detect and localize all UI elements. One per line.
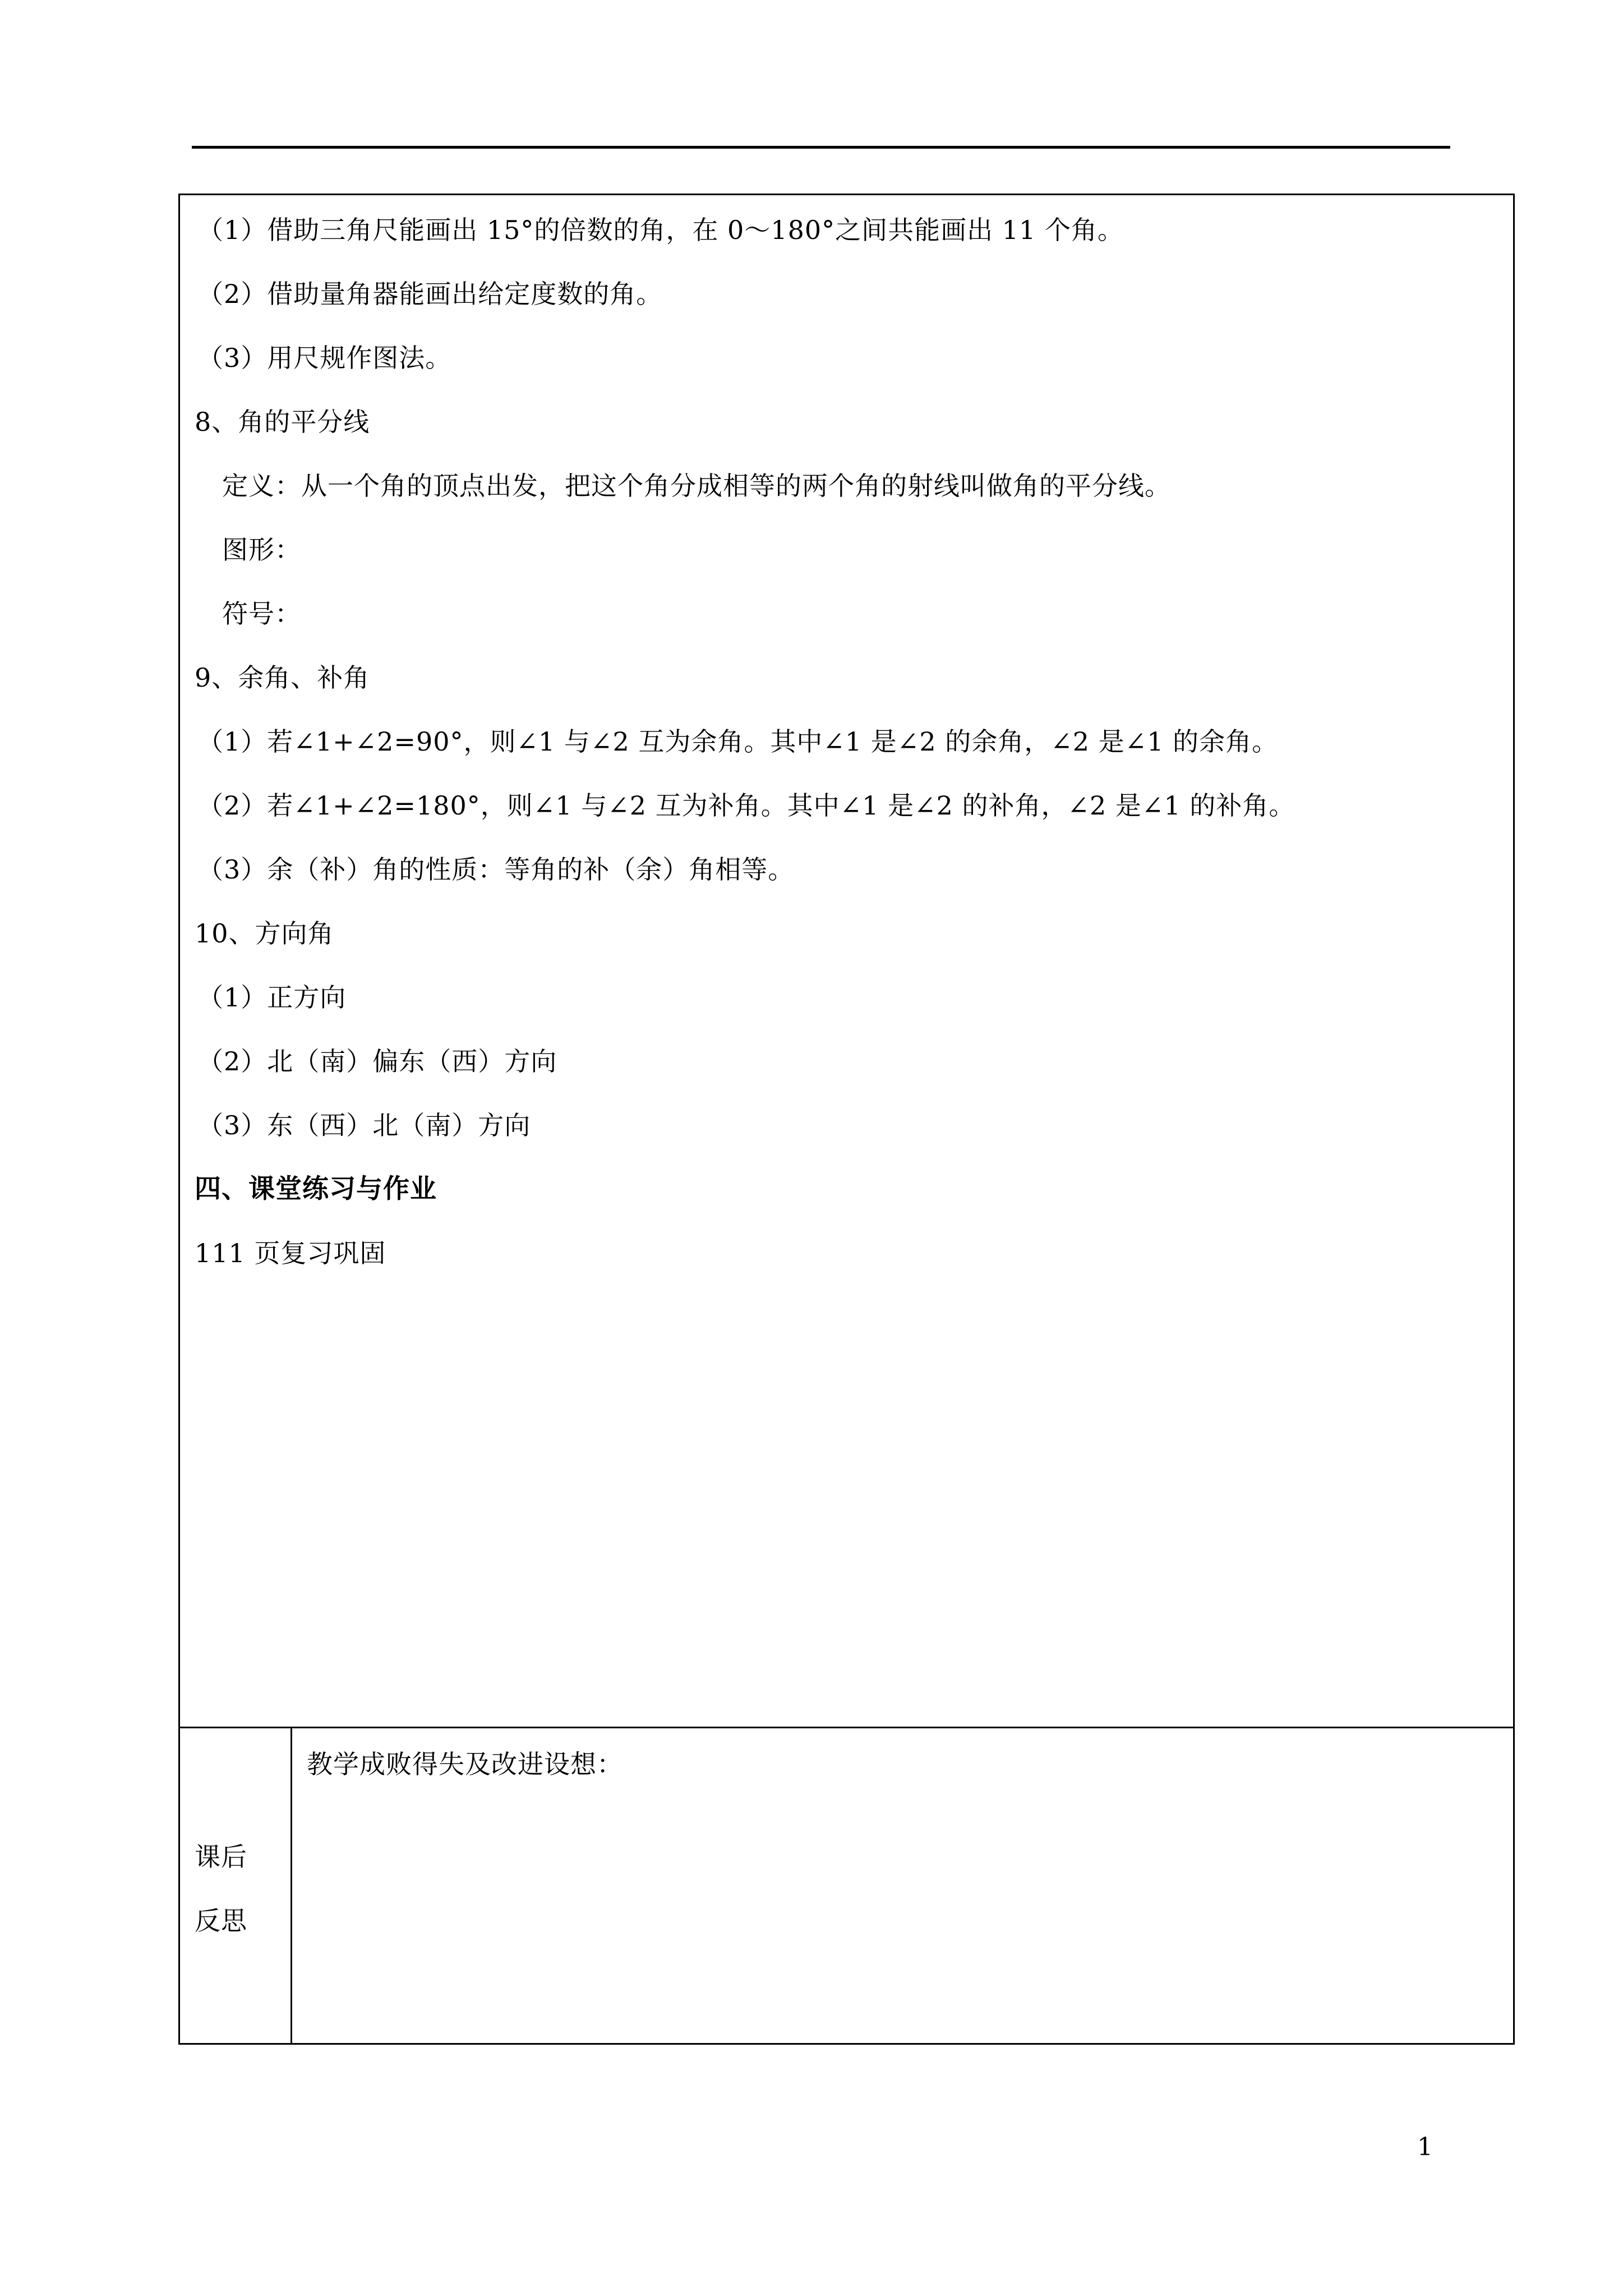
reflection-label-line2: 反思 bbox=[195, 1906, 247, 1936]
bisector-symbol-label: 符号： bbox=[222, 599, 301, 629]
heading-direction-angle: 10、方向角 bbox=[195, 918, 334, 949]
header-rule bbox=[192, 146, 1450, 149]
reflection-label-line1: 课后 bbox=[195, 1842, 247, 1872]
heading-angle-bisector: 8、角的平分线 bbox=[195, 407, 370, 437]
reflection-prompt: 教学成败得失及改进设想： bbox=[307, 1749, 623, 1779]
bisector-definition: 定义：从一个角的顶点出发，把这个角分成相等的两个角的射线叫做角的平分线。 bbox=[222, 471, 1171, 501]
direction-item-2: （2）北（南）偏东（西）方向 bbox=[197, 1046, 557, 1076]
item-draw-with-set-square: （1）借助三角尺能画出 15°的倍数的角，在 0～180°之间共能画出 11 个角。 bbox=[197, 215, 1124, 245]
heading-classwork-homework: 四、课堂练习与作业 bbox=[195, 1174, 437, 1204]
homework-page-reference: 111 页复习巩固 bbox=[195, 1238, 386, 1268]
supplementary-definition: （2）若∠1+∠2=180°，则∠1 与∠2 互为补角。其中∠1 是∠2 的补角，∠2 是∠1 的补角。 bbox=[197, 790, 1295, 821]
heading-complementary-supplementary: 9、余角、补角 bbox=[195, 662, 370, 693]
table-row-divider bbox=[178, 1727, 1515, 1728]
direction-item-1: （1）正方向 bbox=[197, 982, 347, 1013]
item-compass-construction: （3）用尺规作图法。 bbox=[197, 343, 452, 373]
bisector-figure-label: 图形： bbox=[222, 535, 301, 565]
table-column-divider bbox=[291, 1727, 292, 2045]
item-draw-with-protractor: （2）借助量角器能画出给定度数的角。 bbox=[197, 279, 663, 309]
complement-property: （3）余（补）角的性质：等角的补（余）角相等。 bbox=[197, 854, 795, 885]
page-number: 1 bbox=[1417, 2133, 1433, 2161]
complementary-definition: （1）若∠1+∠2=90°，则∠1 与∠2 互为余角。其中∠1 是∠2 的余角，∠2 是∠1 的余角。 bbox=[197, 726, 1279, 757]
direction-item-3: （3）东（西）北（南）方向 bbox=[197, 1110, 531, 1140]
